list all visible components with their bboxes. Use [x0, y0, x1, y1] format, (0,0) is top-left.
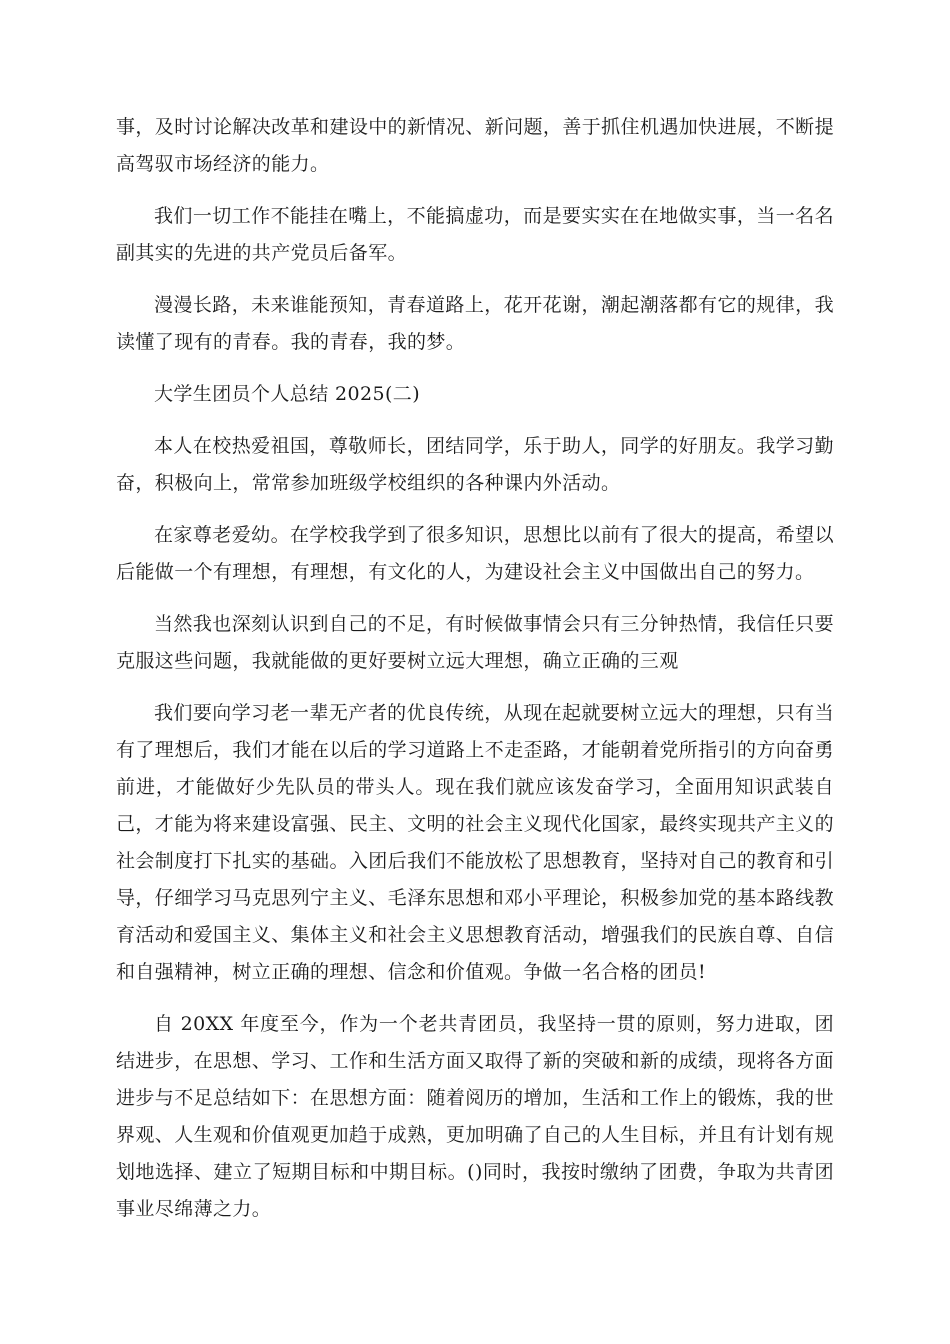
paragraph-practical-work: 我们一切工作不能挂在嘴上，不能搞虚功，而是要实实在在地做实事，当一名名副其实的先进的共产党员后备军。 [116, 205, 834, 264]
paragraph-school-conduct: 本人在校热爱祖国，尊敬师长，团结同学，乐于助人，同学的好朋友。我学习勤奋，积极向上，常常参加班级学校组织的各种课内外活动。 [116, 435, 834, 494]
section-heading: 大学生团员个人总结 2025(二) [154, 383, 421, 405]
document-page [116, 109, 834, 1243]
paragraph-youth-dream: 漫漫长路，未来谁能预知，青春道路上，花开花谢，潮起潮落都有它的规律，我读懂了现有的青春。我的青春，我的梦。 [116, 294, 834, 353]
paragraph-home-respect: 在家尊老爱幼。在学校我学到了很多知识，思想比以前有了很大的提高，希望以后能做一个有理想，有理想，有文化的人，为建设社会主义中国做出自己的努力。 [116, 524, 834, 583]
paragraph-shortcomings: 当然我也深刻认识到自己的不足，有时候做事情会只有三分钟热情，我信任只要克服这些问题，我就能做的更好要树立远大理想，确立正确的三观 [116, 613, 834, 672]
paragraph-summary-progress: 自 20XX 年度至今，作为一个老共青团员，我坚持一贯的原则，努力进取，团结进步，在思想、学习、工作和生活方面又取得了新的突破和新的成绩，现将各方面进步与不足总结如下：在思想方面：随着阅历的增加，生活和工作上的锻炼，我的世界观、人生观和价值观更加趋于成熟，更加明确了自己的人生目标，并且有计划有规划地选择、建立了短期目标和中期目标。()同时，我按时缴纳了团费，争取为共青团事业尽绵薄之力。 [116, 1013, 834, 1220]
paragraph-learning-tradition: 我们要向学习老一辈无产者的优良传统，从现在起就要树立远大的理想，只有当有了理想后，我们才能在以后的学习道路上不走歪路，才能朝着党所指引的方向奋勇前进，才能做好少先队员的带头人。现在我们就应该发奋学习，全面用知识武装自己，才能为将来建设富强、民主、文明的社会主义现代化国家，最终实现共产主义的社会制度打下扎实的基础。入团后我们不能放松了思想教育，坚持对自己的教育和引导，仔细学习马克思列宁主义、毛泽东思想和邓小平理论，积极参加党的基本路线教育活动和爱国主义、集体主义和社会主义思想教育活动，增强我们的民族自尊、自信和自强精神，树立正确的理想、信念和价值观。争做一名合格的团员! [116, 702, 834, 983]
paragraph-continuation: 事，及时讨论解决改革和建设中的新情况、新问题，善于抓住机遇加快进展，不断提高驾驭市场经济的能力。 [116, 116, 834, 175]
